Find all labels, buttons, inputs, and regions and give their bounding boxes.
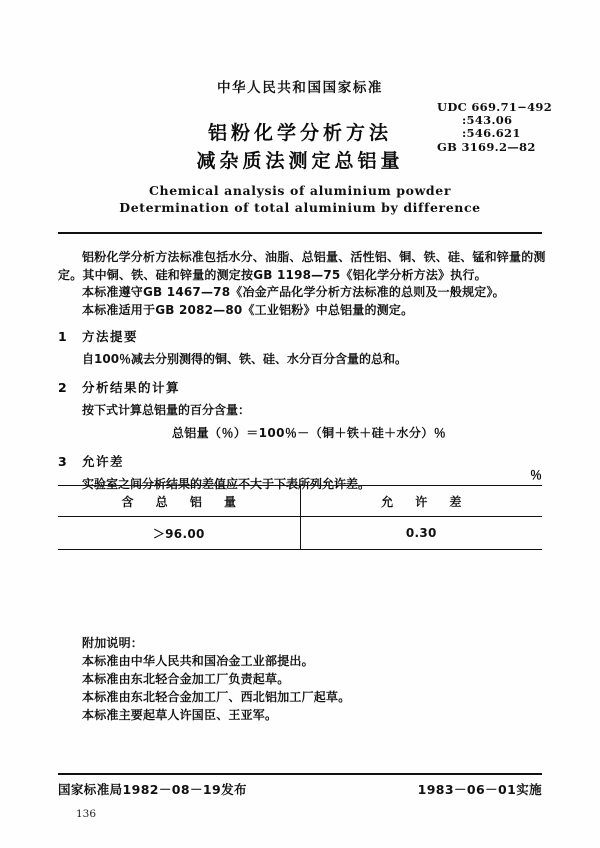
table-header-permissible-difference: 允 许 差	[300, 486, 542, 517]
intro-paragraph-3: 本标准适用于GB 2082—80《工业铝粉》中总铝量的测定。	[82, 302, 414, 317]
table-row	[58, 517, 542, 550]
section-body-2: 按下式计算总铝量的百分含量：	[82, 403, 251, 417]
appendix-line-2: 本标准由东北轻合金加工厂负责起草。	[82, 672, 290, 686]
footer-publish-date: 国家标准局1982－08－19发布	[58, 782, 247, 797]
section-heading-3	[58, 452, 124, 470]
section-title-2: 分析结果的计算	[82, 380, 181, 395]
udc-line-2: :543.06	[462, 113, 513, 128]
section-body-1: 自100％减去分别测得的铜、铁、硅、水分百分含量的总和。	[82, 352, 408, 366]
table-header-row	[58, 486, 542, 517]
appendix-line-3: 本标准由东北轻合金加工厂、西北铝加工厂起草。	[82, 690, 351, 704]
table-cell-content-value: ＞96.00	[58, 517, 300, 550]
udc-line-1: UDC 669.71−492	[437, 100, 553, 114]
section-number-1: 1	[58, 329, 68, 344]
appendix-line-4: 本标准主要起草人许国臣、王亚军。	[82, 708, 278, 722]
standard-number: GB 3169.2—82	[437, 139, 536, 154]
page-number: 136	[76, 808, 97, 820]
appendix-line-1: 本标准由中华人民共和国冶金工业部提出。	[82, 654, 314, 668]
section-heading-2	[58, 378, 180, 396]
issuing-authority: 中华人民共和国国家标准	[216, 80, 384, 96]
section-title-3: 允许差	[82, 454, 125, 469]
document-title-cn-line2: 减杂质法测定总铝量	[196, 150, 404, 172]
section-body-3: 实验室之间分析结果的差值应不大于下表所列允许差。	[82, 477, 371, 491]
section-number-3: 3	[58, 454, 68, 469]
intro-paragraph-2: 本标准遵守GB 1467—78《冶金产品化学分析方法标准的总则及一般规定》。	[82, 285, 505, 299]
document-title-en-line1: Chemical analysis of aluminium powder	[148, 183, 452, 198]
footer-effective-date: 1983－06－01实施	[417, 782, 542, 797]
footer-divider-rule	[58, 773, 542, 775]
tolerance-table	[58, 485, 542, 550]
intro-paragraph-1: 铝粉化学分析方法标准包括水分、油脂、总铝量、活性铝、铜、铁、硅、锰和锌量的测定。其中铜、铁、硅和锌量的测定按GB 1198—75《铝化学分析方法》执行。	[58, 250, 546, 282]
table-unit-label: ％	[529, 468, 542, 482]
document-title-cn-line1: 铝粉化学分析方法	[207, 122, 392, 144]
document-title-en-line2: Determination of total aluminium by difference	[119, 200, 481, 215]
header-divider-rule	[58, 232, 542, 234]
udc-line-3: :546.621	[462, 126, 521, 141]
introduction-block	[58, 249, 546, 319]
section-heading-1	[58, 327, 138, 345]
appendix-block	[82, 634, 350, 724]
appendix-heading: 附加说明：	[82, 636, 144, 650]
table-cell-tolerance-value: 0.30	[300, 517, 542, 550]
total-aluminium-formula: 总铝量（％）＝100％－（铜＋铁＋硅＋水分）％	[171, 426, 447, 440]
table-header-total-aluminium-content: 含 总 铝 量	[58, 486, 300, 517]
section-title-1: 方法提要	[82, 329, 139, 344]
section-number-2: 2	[58, 380, 68, 395]
